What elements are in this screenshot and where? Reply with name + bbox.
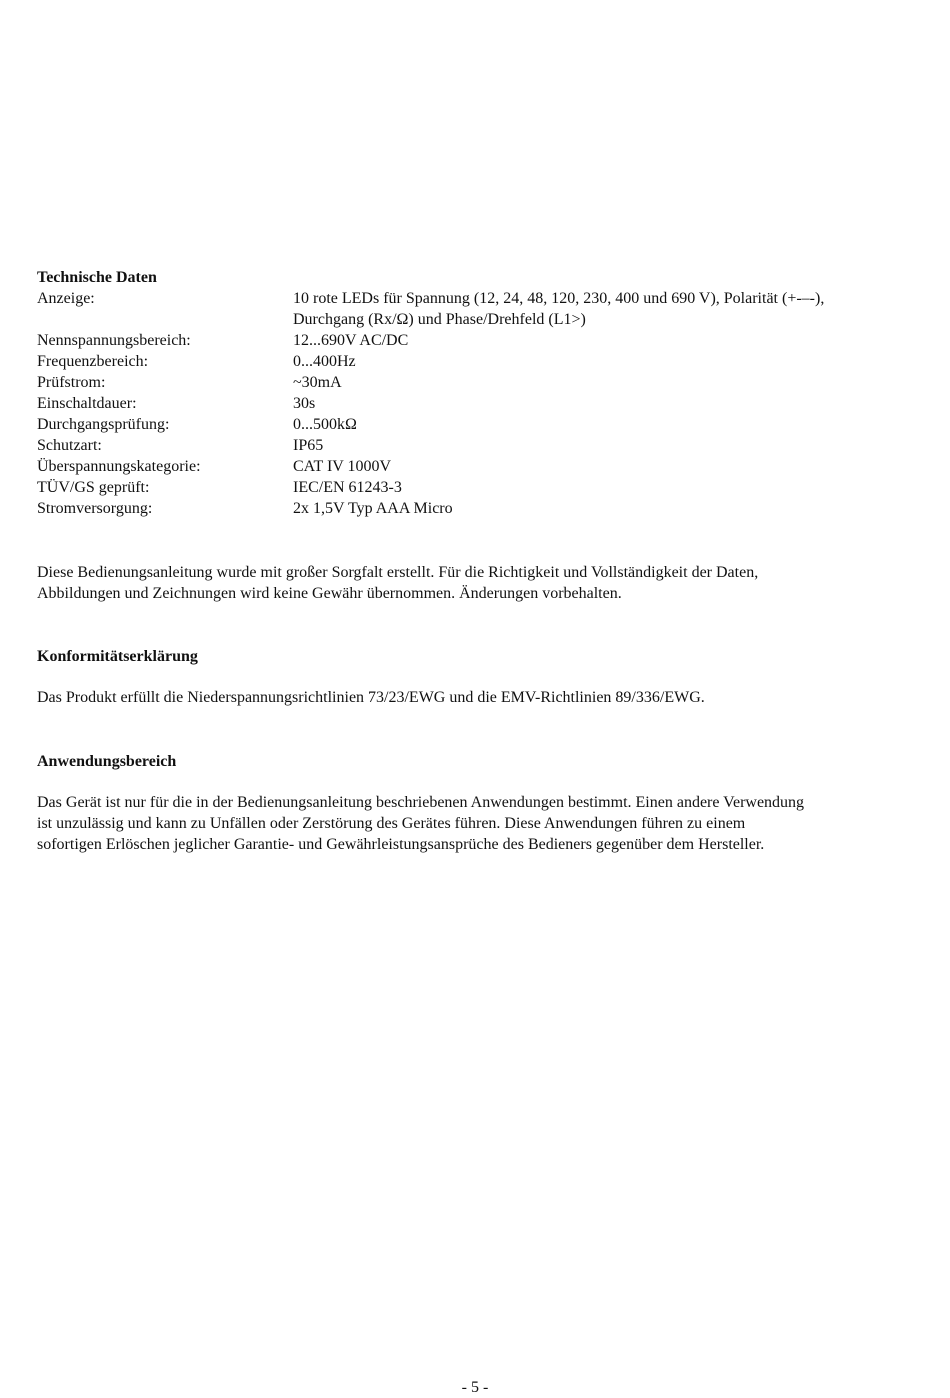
spec-value: IEC/EN 61243-3 bbox=[293, 479, 402, 496]
conformity-heading: Konformitätserklärung bbox=[37, 648, 198, 665]
paragraph-line: sofortigen Erlöschen jeglicher Garantie- und Gewährleistungsansprüche des Bedieners gegenüber dem Hersteller. bbox=[37, 836, 765, 853]
spec-value: 30s bbox=[293, 395, 316, 412]
spec-value: 2x 1,5V Typ AAA Micro bbox=[293, 500, 453, 517]
technical-data-heading: Technische Daten bbox=[37, 269, 157, 286]
spec-row-stromversorgung bbox=[37, 498, 917, 519]
spec-value: 12...690V AC/DC bbox=[293, 332, 409, 349]
paragraph-line: Diese Bedienungsanleitung wurde mit großer Sorgfalt erstellt. Für die Richtigkeit und Vollständigkeit der Daten, bbox=[37, 564, 759, 581]
page-number: - 5 - bbox=[461, 1379, 489, 1396]
spec-row-durchgang bbox=[37, 414, 917, 435]
spec-row-pruefstrom bbox=[37, 372, 917, 393]
spec-label: Stromversorgung: bbox=[37, 500, 153, 517]
spec-value-line: Durchgang (Rx/Ω) und Phase/Drehfeld (L1>) bbox=[293, 311, 586, 328]
spec-label: Überspannungskategorie: bbox=[37, 458, 201, 475]
spec-label: Nennspannungsbereich: bbox=[37, 332, 191, 349]
spec-row-schutzart bbox=[37, 435, 917, 456]
spec-value: 0...500kΩ bbox=[293, 416, 357, 433]
spec-value: ~30mA bbox=[293, 374, 342, 391]
spec-label: Anzeige: bbox=[37, 290, 95, 307]
spec-label: Frequenzbereich: bbox=[37, 353, 149, 370]
spec-label: Durchgangsprüfung: bbox=[37, 416, 170, 433]
spec-value: 0...400Hz bbox=[293, 353, 356, 370]
spec-row-anzeige bbox=[37, 288, 917, 330]
application-heading: Anwendungsbereich bbox=[37, 753, 177, 770]
spec-value: IP65 bbox=[293, 437, 324, 454]
spec-value bbox=[293, 288, 917, 330]
spec-row-nennspannung bbox=[37, 330, 917, 351]
spec-table bbox=[37, 288, 917, 519]
application-paragraph bbox=[37, 792, 917, 855]
spec-label: Prüfstrom: bbox=[37, 374, 106, 391]
paragraph-line: Das Gerät ist nur für die in der Bedienungsanleitung beschriebenen Anwendungen bestimmt. Einen andere Verwendung bbox=[37, 794, 805, 811]
spec-label: Einschaltdauer: bbox=[37, 395, 137, 412]
spec-value-line: 10 rote LEDs für Spannung (12, 24, 48, 120, 230, 400 und 690 V), Polarität (+-–-), bbox=[293, 290, 825, 307]
paragraph-line: Abbildungen und Zeichnungen wird keine Gewähr übernommen. Änderungen vorbehalten. bbox=[37, 585, 622, 602]
spec-row-einschaltdauer bbox=[37, 393, 917, 414]
spec-label: TÜV/GS geprüft: bbox=[37, 479, 150, 496]
spec-row-ueberspannung bbox=[37, 456, 917, 477]
conformity-paragraph: Das Produkt erfüllt die Niederspannungsrichtlinien 73/23/EWG und die EMV-Richtlinien 89/336/EWG. bbox=[37, 689, 705, 706]
disclaimer-paragraph bbox=[37, 562, 917, 604]
spec-row-frequenz bbox=[37, 351, 917, 372]
paragraph-line: ist unzulässig und kann zu Unfällen oder Zerstörung des Gerätes führen. Diese Anwendungen führen zu einem bbox=[37, 815, 746, 832]
spec-value: CAT IV 1000V bbox=[293, 458, 392, 475]
spec-label: Schutzart: bbox=[37, 437, 102, 454]
spec-row-tuev bbox=[37, 477, 917, 498]
